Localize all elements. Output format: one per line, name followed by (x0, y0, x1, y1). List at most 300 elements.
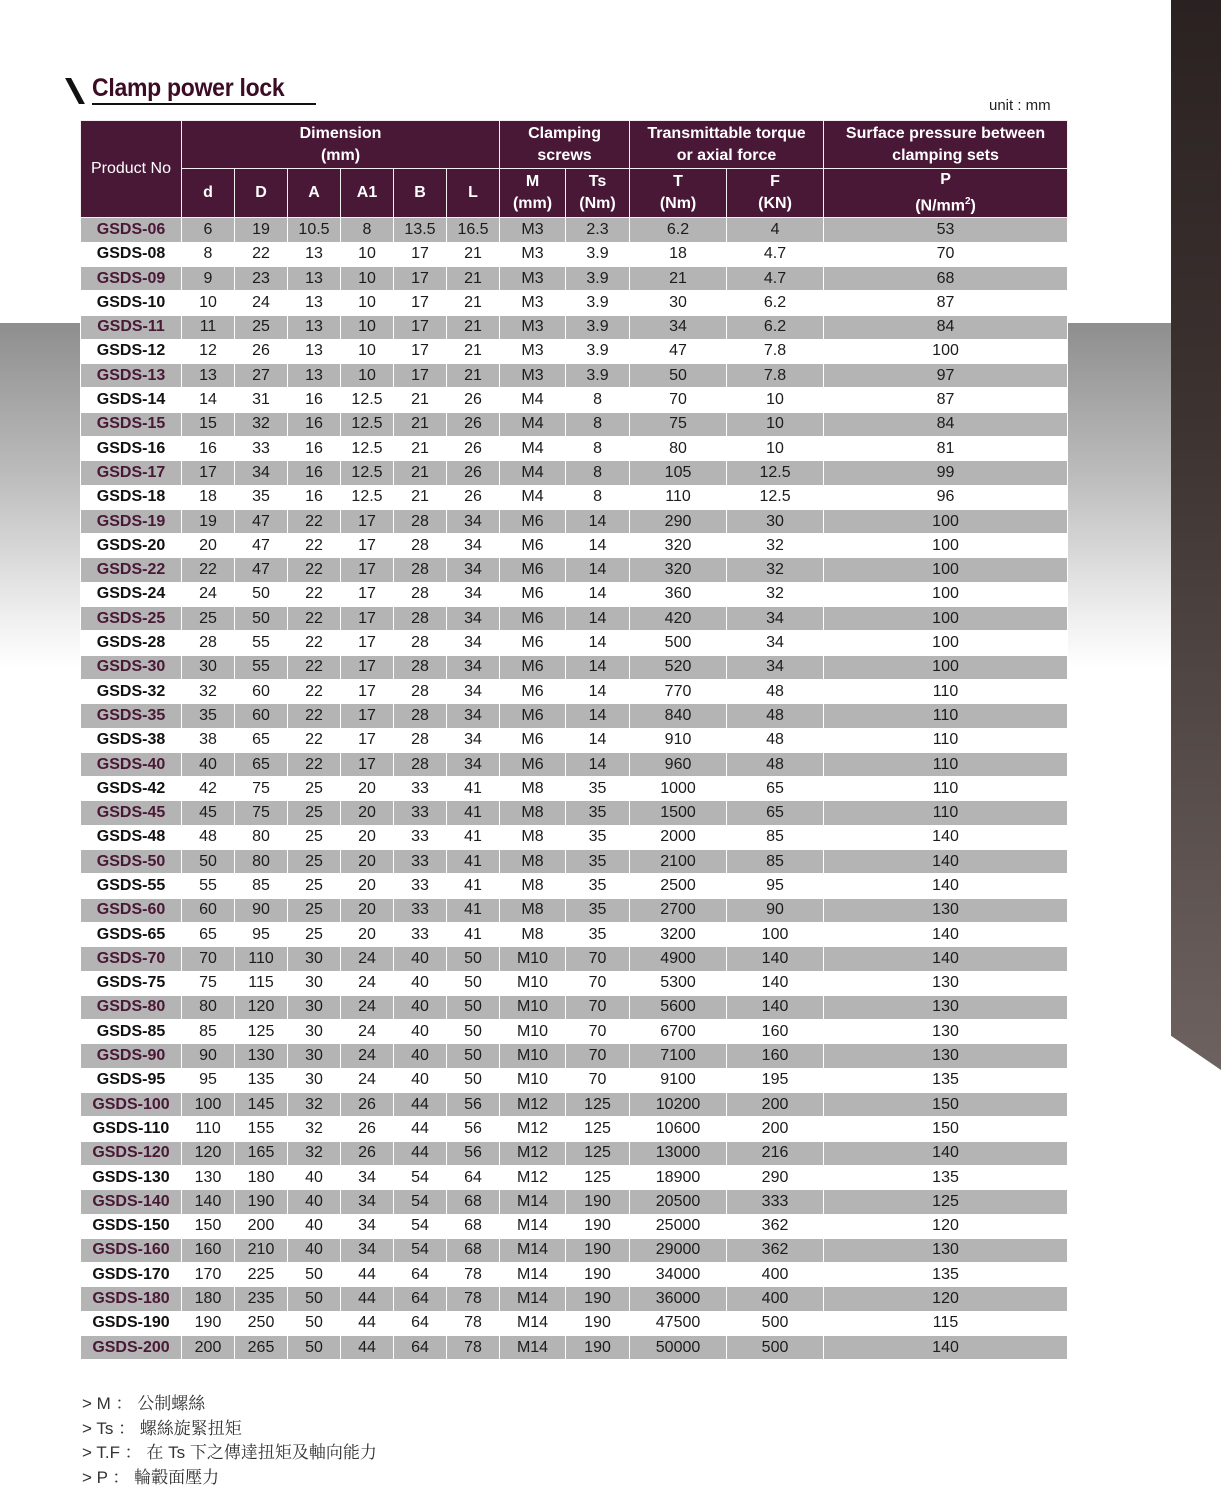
cell-M: M6 (500, 655, 566, 679)
cell-A: 30 (288, 1044, 341, 1068)
cell-B: 54 (394, 1238, 447, 1262)
cell-A1: 24 (341, 1044, 394, 1068)
cell-product-no: GSDS-09 (81, 266, 182, 290)
table-row (81, 1263, 1068, 1287)
table-row (81, 558, 1068, 582)
cell-A1: 17 (341, 582, 394, 606)
cell-M: M6 (500, 704, 566, 728)
cell-product-no: GSDS-160 (81, 1238, 182, 1262)
cell-D: 47 (235, 534, 288, 558)
cell-L: 34 (447, 558, 500, 582)
cell-A: 50 (288, 1263, 341, 1287)
cell-A: 22 (288, 631, 341, 655)
cell-M: M6 (500, 509, 566, 533)
cell-L: 26 (447, 388, 500, 412)
cell-product-no: GSDS-20 (81, 534, 182, 558)
cell-Ts: 3.9 (566, 266, 630, 290)
cell-Ts: 3.9 (566, 315, 630, 339)
cell-d: 50 (182, 850, 235, 874)
cell-F: 34 (727, 631, 824, 655)
cell-Ts: 8 (566, 485, 630, 509)
cell-L: 26 (447, 485, 500, 509)
cell-A1: 20 (341, 777, 394, 801)
cell-D: 180 (235, 1165, 288, 1189)
cell-d: 180 (182, 1287, 235, 1311)
cell-M: M14 (500, 1335, 566, 1359)
header-D: D (235, 169, 288, 218)
cell-T: 30 (630, 291, 727, 315)
cell-d: 60 (182, 898, 235, 922)
cell-P: 110 (824, 801, 1068, 825)
cell-B: 64 (394, 1311, 447, 1335)
cell-F: 160 (727, 1044, 824, 1068)
cell-product-no: GSDS-140 (81, 1190, 182, 1214)
cell-T: 18 (630, 242, 727, 266)
cell-Ts: 14 (566, 655, 630, 679)
cell-T: 36000 (630, 1287, 727, 1311)
cell-T: 2700 (630, 898, 727, 922)
cell-L: 78 (447, 1311, 500, 1335)
cell-Ts: 70 (566, 1020, 630, 1044)
cell-B: 28 (394, 728, 447, 752)
cell-L: 56 (447, 1141, 500, 1165)
cell-T: 50000 (630, 1335, 727, 1359)
cell-Ts: 70 (566, 1044, 630, 1068)
cell-A1: 17 (341, 534, 394, 558)
cell-T: 10200 (630, 1093, 727, 1117)
cell-A: 22 (288, 704, 341, 728)
header-L: L (447, 169, 500, 218)
cell-A1: 17 (341, 631, 394, 655)
cell-d: 80 (182, 995, 235, 1019)
header-transmittable: Transmittable torque or axial force (630, 121, 824, 169)
cell-A1: 17 (341, 655, 394, 679)
header-surface-pressure: Surface pressure between clamping sets (824, 121, 1068, 169)
cell-A1: 12.5 (341, 388, 394, 412)
cell-L: 56 (447, 1117, 500, 1141)
cell-A: 22 (288, 534, 341, 558)
cell-P: 53 (824, 218, 1068, 242)
spec-table (80, 120, 1068, 1360)
cell-D: 33 (235, 437, 288, 461)
cell-product-no: GSDS-15 (81, 412, 182, 436)
cell-Ts: 125 (566, 1165, 630, 1189)
cell-D: 35 (235, 485, 288, 509)
page-title: Clamp power lock (92, 74, 285, 102)
cell-A: 30 (288, 947, 341, 971)
cell-M: M6 (500, 558, 566, 582)
table-row (81, 752, 1068, 776)
cell-M: M3 (500, 364, 566, 388)
cell-B: 28 (394, 509, 447, 533)
cell-D: 130 (235, 1044, 288, 1068)
unit-label: unit : mm (989, 97, 1051, 114)
cell-F: 140 (727, 947, 824, 971)
note-m: > M ： 公制螺絲 (82, 1394, 206, 1413)
cell-L: 34 (447, 509, 500, 533)
cell-M: M14 (500, 1214, 566, 1238)
cell-d: 170 (182, 1263, 235, 1287)
cell-B: 54 (394, 1165, 447, 1189)
cell-d: 95 (182, 1068, 235, 1092)
cell-d: 130 (182, 1165, 235, 1189)
cell-L: 34 (447, 704, 500, 728)
cell-Ts: 14 (566, 509, 630, 533)
cell-A: 22 (288, 509, 341, 533)
table-row (81, 971, 1068, 995)
cell-A: 50 (288, 1311, 341, 1335)
cell-A1: 17 (341, 679, 394, 703)
cell-L: 34 (447, 582, 500, 606)
cell-A1: 10 (341, 291, 394, 315)
cell-M: M6 (500, 631, 566, 655)
cell-A: 32 (288, 1141, 341, 1165)
cell-M: M12 (500, 1141, 566, 1165)
cell-L: 56 (447, 1093, 500, 1117)
cell-A1: 12.5 (341, 412, 394, 436)
cell-L: 26 (447, 437, 500, 461)
cell-D: 265 (235, 1335, 288, 1359)
cell-P: 115 (824, 1311, 1068, 1335)
cell-product-no: GSDS-38 (81, 728, 182, 752)
cell-L: 50 (447, 971, 500, 995)
header-A: A (288, 169, 341, 218)
cell-M: M6 (500, 728, 566, 752)
cell-P: 135 (824, 1263, 1068, 1287)
cell-D: 250 (235, 1311, 288, 1335)
cell-product-no: GSDS-130 (81, 1165, 182, 1189)
cell-T: 7100 (630, 1044, 727, 1068)
cell-D: 200 (235, 1214, 288, 1238)
cell-L: 26 (447, 412, 500, 436)
cell-F: 362 (727, 1214, 824, 1238)
cell-F: 85 (727, 850, 824, 874)
cell-M: M10 (500, 971, 566, 995)
cell-T: 1500 (630, 801, 727, 825)
cell-M: M12 (500, 1165, 566, 1189)
cell-Ts: 8 (566, 437, 630, 461)
cell-P: 130 (824, 995, 1068, 1019)
cell-D: 50 (235, 582, 288, 606)
cell-M: M10 (500, 1020, 566, 1044)
cell-L: 50 (447, 1068, 500, 1092)
cell-product-no: GSDS-40 (81, 752, 182, 776)
cell-T: 9100 (630, 1068, 727, 1092)
cell-P: 100 (824, 339, 1068, 363)
cell-d: 40 (182, 752, 235, 776)
cell-d: 160 (182, 1238, 235, 1262)
cell-P: 110 (824, 704, 1068, 728)
table-row (81, 485, 1068, 509)
cell-M: M10 (500, 1068, 566, 1092)
table-row (81, 704, 1068, 728)
cell-A1: 34 (341, 1165, 394, 1189)
header-F: F (KN) (727, 169, 824, 218)
cell-D: 165 (235, 1141, 288, 1165)
table-row (81, 607, 1068, 631)
cell-D: 190 (235, 1190, 288, 1214)
cell-M: M3 (500, 315, 566, 339)
cell-Ts: 190 (566, 1311, 630, 1335)
cell-product-no: GSDS-180 (81, 1287, 182, 1311)
cell-P: 140 (824, 947, 1068, 971)
cell-F: 30 (727, 509, 824, 533)
cell-d: 25 (182, 607, 235, 631)
cell-d: 48 (182, 825, 235, 849)
cell-T: 110 (630, 485, 727, 509)
table-row (81, 266, 1068, 290)
cell-M: M8 (500, 801, 566, 825)
cell-Ts: 3.9 (566, 291, 630, 315)
cell-T: 105 (630, 461, 727, 485)
cell-M: M8 (500, 825, 566, 849)
cell-T: 360 (630, 582, 727, 606)
cell-T: 13000 (630, 1141, 727, 1165)
cell-d: 32 (182, 679, 235, 703)
cell-F: 362 (727, 1238, 824, 1262)
cell-d: 19 (182, 509, 235, 533)
cell-L: 78 (447, 1263, 500, 1287)
cell-d: 28 (182, 631, 235, 655)
cell-d: 90 (182, 1044, 235, 1068)
cell-P: 100 (824, 534, 1068, 558)
cell-F: 200 (727, 1117, 824, 1141)
cell-P: 100 (824, 582, 1068, 606)
table-row (81, 995, 1068, 1019)
cell-T: 25000 (630, 1214, 727, 1238)
cell-A: 30 (288, 971, 341, 995)
cell-D: 155 (235, 1117, 288, 1141)
cell-A1: 10 (341, 242, 394, 266)
cell-F: 290 (727, 1165, 824, 1189)
cell-product-no: GSDS-110 (81, 1117, 182, 1141)
header-Ts: Ts (Nm) (566, 169, 630, 218)
header-M: M (mm) (500, 169, 566, 218)
note-p: > P ： 輪轂面壓力 (82, 1468, 220, 1488)
cell-L: 64 (447, 1165, 500, 1189)
cell-M: M12 (500, 1117, 566, 1141)
cell-A1: 17 (341, 752, 394, 776)
table-row (81, 1165, 1068, 1189)
cell-P: 140 (824, 850, 1068, 874)
cell-D: 26 (235, 339, 288, 363)
cell-T: 34 (630, 315, 727, 339)
notes (82, 1392, 377, 1491)
table-row (81, 1020, 1068, 1044)
cell-L: 68 (447, 1214, 500, 1238)
cell-T: 2500 (630, 874, 727, 898)
cell-M: M10 (500, 947, 566, 971)
cell-Ts: 14 (566, 558, 630, 582)
cell-D: 85 (235, 874, 288, 898)
cell-A1: 17 (341, 728, 394, 752)
cell-M: M8 (500, 898, 566, 922)
cell-product-no: GSDS-50 (81, 850, 182, 874)
cell-F: 48 (727, 704, 824, 728)
cell-A1: 17 (341, 509, 394, 533)
cell-Ts: 3.9 (566, 339, 630, 363)
table-row (81, 850, 1068, 874)
cell-T: 840 (630, 704, 727, 728)
cell-T: 4900 (630, 947, 727, 971)
cell-D: 32 (235, 412, 288, 436)
cell-L: 21 (447, 242, 500, 266)
table-row (81, 218, 1068, 242)
cell-B: 28 (394, 631, 447, 655)
cell-F: 100 (727, 922, 824, 946)
cell-d: 35 (182, 704, 235, 728)
cell-D: 55 (235, 655, 288, 679)
cell-T: 320 (630, 534, 727, 558)
cell-product-no: GSDS-08 (81, 242, 182, 266)
cell-P: 120 (824, 1214, 1068, 1238)
cell-A1: 26 (341, 1093, 394, 1117)
cell-P: 100 (824, 558, 1068, 582)
cell-T: 5600 (630, 995, 727, 1019)
cell-L: 21 (447, 291, 500, 315)
cell-d: 38 (182, 728, 235, 752)
cell-product-no: GSDS-16 (81, 437, 182, 461)
table-row (81, 1068, 1068, 1092)
cell-A: 40 (288, 1165, 341, 1189)
decorative-strip (1171, 0, 1221, 1070)
cell-product-no: GSDS-22 (81, 558, 182, 582)
cell-B: 44 (394, 1093, 447, 1117)
cell-F: 4.7 (727, 266, 824, 290)
cell-product-no: GSDS-25 (81, 607, 182, 631)
cell-D: 60 (235, 679, 288, 703)
cell-M: M3 (500, 266, 566, 290)
cell-B: 21 (394, 485, 447, 509)
cell-B: 28 (394, 534, 447, 558)
note-ts: > Ts ： 螺絲旋緊扭矩 (82, 1418, 242, 1438)
cell-P: 125 (824, 1190, 1068, 1214)
cell-P: 110 (824, 752, 1068, 776)
cell-B: 54 (394, 1214, 447, 1238)
cell-F: 12.5 (727, 461, 824, 485)
cell-T: 10600 (630, 1117, 727, 1141)
cell-product-no: GSDS-90 (81, 1044, 182, 1068)
cell-F: 6.2 (727, 315, 824, 339)
cell-L: 50 (447, 1044, 500, 1068)
header-d: d (182, 169, 235, 218)
cell-M: M8 (500, 922, 566, 946)
cell-M: M3 (500, 339, 566, 363)
cell-F: 34 (727, 655, 824, 679)
cell-A1: 10 (341, 364, 394, 388)
cell-Ts: 35 (566, 825, 630, 849)
cell-M: M3 (500, 291, 566, 315)
cell-d: 22 (182, 558, 235, 582)
table-row (81, 1287, 1068, 1311)
cell-Ts: 14 (566, 752, 630, 776)
cell-A: 22 (288, 582, 341, 606)
cell-product-no: GSDS-13 (81, 364, 182, 388)
cell-M: M6 (500, 582, 566, 606)
cell-D: 75 (235, 801, 288, 825)
cell-product-no: GSDS-45 (81, 801, 182, 825)
cell-T: 75 (630, 412, 727, 436)
cell-B: 33 (394, 801, 447, 825)
cell-B: 17 (394, 266, 447, 290)
cell-B: 13.5 (394, 218, 447, 242)
cell-L: 34 (447, 752, 500, 776)
cell-T: 5300 (630, 971, 727, 995)
cell-product-no: GSDS-70 (81, 947, 182, 971)
cell-A: 32 (288, 1117, 341, 1141)
cell-D: 90 (235, 898, 288, 922)
table-row (81, 1238, 1068, 1262)
cell-F: 195 (727, 1068, 824, 1092)
table-row (81, 1335, 1068, 1359)
cell-T: 50 (630, 364, 727, 388)
cell-L: 34 (447, 631, 500, 655)
cell-B: 28 (394, 704, 447, 728)
cell-F: 140 (727, 971, 824, 995)
cell-D: 210 (235, 1238, 288, 1262)
cell-L: 34 (447, 655, 500, 679)
cell-A: 25 (288, 850, 341, 874)
cell-A: 30 (288, 1020, 341, 1044)
header-product-no: Product No (81, 121, 182, 218)
cell-A1: 17 (341, 704, 394, 728)
cell-A1: 10 (341, 315, 394, 339)
cell-P: 140 (824, 1141, 1068, 1165)
cell-A: 13 (288, 315, 341, 339)
cell-T: 960 (630, 752, 727, 776)
cell-product-no: GSDS-190 (81, 1311, 182, 1335)
cell-F: 12.5 (727, 485, 824, 509)
cell-T: 770 (630, 679, 727, 703)
cell-Ts: 8 (566, 388, 630, 412)
cell-Ts: 14 (566, 728, 630, 752)
cell-A: 25 (288, 825, 341, 849)
cell-T: 420 (630, 607, 727, 631)
cell-B: 44 (394, 1117, 447, 1141)
cell-L: 34 (447, 728, 500, 752)
cell-M: M14 (500, 1311, 566, 1335)
cell-A1: 44 (341, 1335, 394, 1359)
cell-D: 75 (235, 777, 288, 801)
cell-d: 100 (182, 1093, 235, 1117)
cell-A: 22 (288, 655, 341, 679)
cell-M: M4 (500, 461, 566, 485)
cell-D: 24 (235, 291, 288, 315)
cell-L: 21 (447, 364, 500, 388)
cell-L: 41 (447, 801, 500, 825)
cell-d: 190 (182, 1311, 235, 1335)
cell-D: 125 (235, 1020, 288, 1044)
table-row (81, 364, 1068, 388)
cell-F: 10 (727, 388, 824, 412)
cell-product-no: GSDS-28 (81, 631, 182, 655)
cell-Ts: 125 (566, 1141, 630, 1165)
cell-product-no: GSDS-24 (81, 582, 182, 606)
cell-L: 50 (447, 947, 500, 971)
cell-product-no: GSDS-10 (81, 291, 182, 315)
cell-P: 84 (824, 412, 1068, 436)
cell-Ts: 14 (566, 631, 630, 655)
cell-A: 10.5 (288, 218, 341, 242)
cell-B: 28 (394, 752, 447, 776)
cell-M: M14 (500, 1238, 566, 1262)
cell-M: M8 (500, 777, 566, 801)
cell-A: 25 (288, 898, 341, 922)
cell-Ts: 35 (566, 850, 630, 874)
cell-B: 40 (394, 1068, 447, 1092)
cell-Ts: 70 (566, 995, 630, 1019)
cell-L: 21 (447, 266, 500, 290)
